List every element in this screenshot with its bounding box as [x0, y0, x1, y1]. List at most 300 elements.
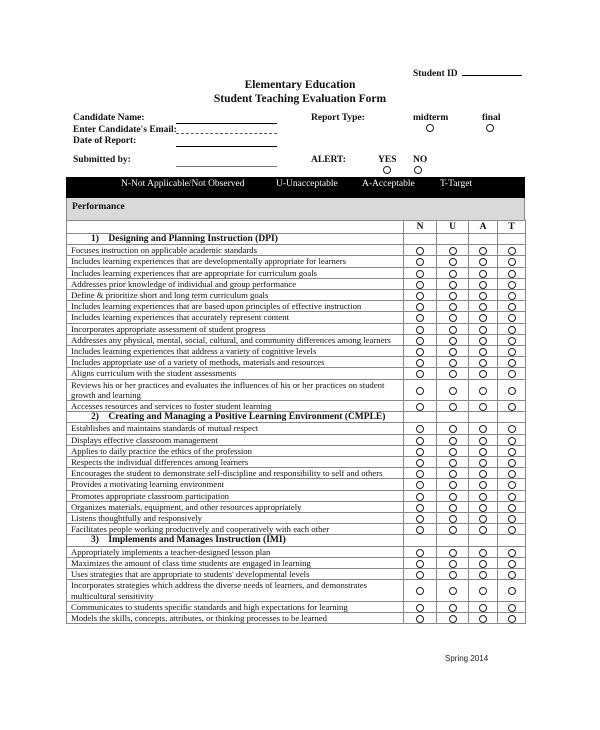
criterion-row [67, 278, 526, 289]
rating-radio-t[interactable] [508, 459, 516, 467]
rating-cell-a [469, 278, 498, 289]
criterion-label: Encourages the student to demonstrate self-discipline and responsibility to self and others [67, 468, 404, 479]
candidate-name-input[interactable] [176, 123, 277, 124]
rating-radio-u[interactable] [449, 493, 457, 501]
section-empty-cell [498, 535, 526, 546]
rating-cell-a [469, 490, 498, 501]
rating-radio-a[interactable] [479, 504, 487, 512]
rating-cell-u [437, 245, 469, 256]
rating-cell-u [437, 256, 469, 267]
section-empty-cell [404, 535, 437, 546]
rating-radio-u[interactable] [449, 571, 457, 579]
section-empty-cell [404, 412, 437, 423]
rating-cell-a [469, 401, 498, 412]
rating-radio-a[interactable] [479, 359, 487, 367]
rating-radio-t[interactable] [508, 526, 516, 534]
rating-radio-n[interactable] [416, 326, 424, 334]
rating-radio-a[interactable] [479, 348, 487, 356]
rating-radio-t[interactable] [508, 258, 516, 266]
rating-cell-n [404, 557, 437, 568]
rating-radio-n[interactable] [416, 549, 424, 557]
rating-radio-t[interactable] [508, 615, 516, 623]
rating-radio-a[interactable] [479, 270, 487, 278]
rating-radio-u[interactable] [449, 470, 457, 478]
rating-radio-a[interactable] [479, 604, 487, 612]
criterion-row [67, 457, 526, 468]
report-type-final-radio[interactable] [486, 124, 494, 132]
rating-radio-n[interactable] [416, 615, 424, 623]
rating-radio-a[interactable] [479, 292, 487, 300]
rating-cell-a [469, 612, 498, 623]
criterion-row [67, 513, 526, 524]
rating-radio-a[interactable] [479, 403, 487, 411]
criterion-row [67, 256, 526, 267]
rating-radio-u[interactable] [449, 604, 457, 612]
rating-cell-n [404, 546, 437, 557]
rating-radio-n[interactable] [416, 270, 424, 278]
report-type-midterm-radio[interactable] [426, 124, 434, 132]
rating-radio-n[interactable] [416, 448, 424, 456]
criterion-label: Includes learning experiences that address a variety of cognitive levels [67, 346, 404, 357]
rating-radio-u[interactable] [449, 247, 457, 255]
rating-radio-n[interactable] [416, 292, 424, 300]
rating-cell-u [437, 457, 469, 468]
column-header-n: N [404, 221, 437, 234]
rating-radio-n[interactable] [416, 504, 424, 512]
rating-cell-t [498, 346, 526, 357]
rating-cell-u [437, 379, 469, 400]
alert-yes-radio[interactable] [383, 166, 391, 174]
rating-cell-u [437, 501, 469, 512]
rating-radio-u[interactable] [449, 314, 457, 322]
rating-cell-a [469, 312, 498, 323]
rating-cell-t [498, 301, 526, 312]
rating-cell-t [498, 290, 526, 301]
section-empty-cell [469, 234, 498, 245]
rating-cell-u [437, 601, 469, 612]
rating-cell-t [498, 334, 526, 345]
rating-radio-u[interactable] [449, 526, 457, 534]
alert-label: ALERT: [311, 155, 346, 165]
rating-cell-n [404, 290, 437, 301]
rating-radio-t[interactable] [508, 337, 516, 345]
rating-cell-t [498, 323, 526, 334]
rating-cell-t [498, 401, 526, 412]
rating-cell-n [404, 501, 437, 512]
rating-radio-t[interactable] [508, 292, 516, 300]
rating-radio-a[interactable] [479, 459, 487, 467]
rating-cell-n [404, 368, 437, 379]
rating-cell-u [437, 468, 469, 479]
rating-cell-u [437, 334, 469, 345]
rating-radio-u[interactable] [449, 326, 457, 334]
rating-radio-u[interactable] [449, 587, 457, 595]
rating-radio-t[interactable] [508, 247, 516, 255]
rating-cell-n [404, 612, 437, 623]
rating-radio-n[interactable] [416, 481, 424, 489]
rating-radio-a[interactable] [479, 247, 487, 255]
rating-radio-a[interactable] [479, 303, 487, 311]
criterion-label: Includes appropriate use of a variety of methods, materials and resources [67, 357, 404, 368]
rating-cell-t [498, 245, 526, 256]
criterion-row [67, 357, 526, 368]
criterion-label: Incorporates appropriate assessment of student progress [67, 323, 404, 334]
criterion-label: Includes learning experiences that are appropriate for curriculum goals [67, 267, 404, 278]
rating-cell-u [437, 357, 469, 368]
rating-cell-u [437, 557, 469, 568]
section-empty-cell [437, 234, 469, 245]
section-empty-cell [498, 412, 526, 423]
legend-u: U-Unacceptable [276, 179, 338, 189]
rating-cell-t [498, 501, 526, 512]
rating-radio-a[interactable] [479, 326, 487, 334]
rating-radio-u[interactable] [449, 387, 457, 395]
rating-radio-n[interactable] [416, 437, 424, 445]
report-type-midterm-label: midterm [413, 113, 449, 123]
section-empty-cell [437, 535, 469, 546]
section-header-row [67, 535, 526, 546]
criterion-row [67, 368, 526, 379]
rating-radio-n[interactable] [416, 387, 424, 395]
rating-radio-u[interactable] [449, 448, 457, 456]
section-empty-cell [437, 412, 469, 423]
criterion-label: Provides a motivating learning environment [67, 479, 404, 490]
rating-radio-a[interactable] [479, 615, 487, 623]
student-id-field [413, 66, 522, 79]
rating-radio-t[interactable] [508, 281, 516, 289]
criterion-label: Includes learning experiences that are based upon principles of effective instruction [67, 301, 404, 312]
rating-cell-n [404, 524, 437, 535]
criterion-label: Aligns curriculum with the student assessments [67, 368, 404, 379]
candidate-name-label: Candidate Name: [73, 113, 145, 123]
rating-radio-u[interactable] [449, 437, 457, 445]
rating-cell-n [404, 601, 437, 612]
rating-radio-a[interactable] [479, 571, 487, 579]
rating-cell-u [437, 513, 469, 524]
rating-cell-n [404, 256, 437, 267]
section-title: 3) Implements and Manages Instruction (IMI) [67, 535, 404, 546]
rating-radio-t[interactable] [508, 314, 516, 322]
rating-cell-a [469, 434, 498, 445]
criterion-row [67, 580, 526, 601]
criteria-table [66, 220, 526, 624]
rating-cell-n [404, 513, 437, 524]
rating-cell-a [469, 445, 498, 456]
criterion-row [67, 312, 526, 323]
rating-cell-t [498, 490, 526, 501]
section-empty-cell [404, 234, 437, 245]
section-empty-cell [498, 234, 526, 245]
rating-cell-n [404, 490, 437, 501]
rating-radio-a[interactable] [479, 370, 487, 378]
rating-radio-n[interactable] [416, 604, 424, 612]
criterion-row [67, 501, 526, 512]
rating-radio-u[interactable] [449, 549, 457, 557]
rating-cell-u [437, 423, 469, 434]
student-id-label: Student ID [413, 69, 458, 79]
rating-radio-n[interactable] [416, 247, 424, 255]
rating-radio-u[interactable] [449, 560, 457, 568]
rating-radio-a[interactable] [479, 314, 487, 322]
rating-cell-t [498, 312, 526, 323]
criterion-label: Uses strategies that are appropriate to students' developmental levels [67, 569, 404, 580]
rating-radio-u[interactable] [449, 258, 457, 266]
rating-cell-n [404, 312, 437, 323]
alert-no-radio[interactable] [414, 166, 422, 174]
rating-radio-a[interactable] [479, 281, 487, 289]
criterion-row [67, 479, 526, 490]
section-header-row [67, 412, 526, 423]
criterion-label: Focuses instruction on applicable academic standards [67, 245, 404, 256]
rating-cell-a [469, 479, 498, 490]
criterion-row [67, 524, 526, 535]
rating-radio-t[interactable] [508, 348, 516, 356]
rating-cell-n [404, 479, 437, 490]
rating-cell-u [437, 278, 469, 289]
rating-cell-a [469, 346, 498, 357]
rating-radio-u[interactable] [449, 403, 457, 411]
rating-radio-n[interactable] [416, 370, 424, 378]
rating-radio-n[interactable] [416, 470, 424, 478]
rating-cell-t [498, 379, 526, 400]
rating-radio-u[interactable] [449, 270, 457, 278]
rating-cell-a [469, 524, 498, 535]
rating-radio-a[interactable] [479, 493, 487, 501]
rating-cell-t [498, 513, 526, 524]
column-header-a: A [469, 221, 498, 234]
rating-radio-n[interactable] [416, 493, 424, 501]
form-title-line2: Student Teaching Evaluation Form [213, 93, 387, 105]
rating-cell-u [437, 267, 469, 278]
section-header-row [67, 234, 526, 245]
rating-cell-n [404, 457, 437, 468]
rating-cell-u [437, 401, 469, 412]
rating-cell-u [437, 368, 469, 379]
rating-cell-n [404, 379, 437, 400]
form-title-line1: Elementary Education [244, 79, 356, 91]
alert-yes-label: YES [378, 155, 397, 165]
rating-cell-t [498, 546, 526, 557]
rating-radio-a[interactable] [479, 437, 487, 445]
rating-cell-a [469, 357, 498, 368]
rating-radio-u[interactable] [449, 281, 457, 289]
rating-radio-n[interactable] [416, 459, 424, 467]
criterion-row [67, 346, 526, 357]
report-type-final-label: final [482, 113, 501, 123]
footer-term: Spring 2014 [445, 654, 489, 663]
criterion-row [67, 601, 526, 612]
rating-cell-t [498, 434, 526, 445]
rating-radio-a[interactable] [479, 448, 487, 456]
rating-radio-a[interactable] [479, 526, 487, 534]
rating-cell-a [469, 423, 498, 434]
rating-radio-t[interactable] [508, 303, 516, 311]
rating-cell-t [498, 569, 526, 580]
criterion-row [67, 468, 526, 479]
legend-a: A-Acceptable [362, 179, 415, 189]
rating-cell-t [498, 445, 526, 456]
rating-radio-t[interactable] [508, 587, 516, 595]
rating-radio-t[interactable] [508, 481, 516, 489]
rating-cell-n [404, 357, 437, 368]
rating-cell-n [404, 445, 437, 456]
rating-radio-a[interactable] [479, 587, 487, 595]
rating-radio-u[interactable] [449, 348, 457, 356]
section-title: 2) Creating and Managing a Positive Learning Environment (CMPLE) [67, 412, 404, 423]
rating-radio-t[interactable] [508, 387, 516, 395]
rating-cell-a [469, 457, 498, 468]
rating-radio-t[interactable] [508, 326, 516, 334]
criterion-label: Displays effective classroom management [67, 434, 404, 445]
criterion-label: Respects the individual differences among learners [67, 457, 404, 468]
rating-cell-a [469, 290, 498, 301]
criterion-label: Includes learning experiences that accurately represent content [67, 312, 404, 323]
rating-radio-n[interactable] [416, 337, 424, 345]
rating-radio-u[interactable] [449, 425, 457, 433]
rating-radio-a[interactable] [479, 470, 487, 478]
rating-cell-t [498, 267, 526, 278]
rating-radio-n[interactable] [416, 314, 424, 322]
rating-radio-u[interactable] [449, 515, 457, 523]
rating-cell-a [469, 601, 498, 612]
evaluation-table [66, 177, 525, 624]
rating-cell-a [469, 468, 498, 479]
rating-radio-u[interactable] [449, 292, 457, 300]
rating-cell-t [498, 357, 526, 368]
section-empty-cell [469, 412, 498, 423]
candidate-email-input[interactable] [176, 133, 277, 134]
rating-radio-u[interactable] [449, 370, 457, 378]
rating-radio-u[interactable] [449, 459, 457, 467]
criterion-label: Maximizes the amount of class time students are engaged in learning [67, 557, 404, 568]
rating-radio-t[interactable] [508, 425, 516, 433]
rating-cell-t [498, 580, 526, 601]
rating-radio-n[interactable] [416, 403, 424, 411]
rating-radio-t[interactable] [508, 493, 516, 501]
rating-cell-n [404, 267, 437, 278]
rating-radio-u[interactable] [449, 615, 457, 623]
rating-cell-a [469, 513, 498, 524]
rating-radio-a[interactable] [479, 337, 487, 345]
rating-radio-t[interactable] [508, 270, 516, 278]
rating-radio-u[interactable] [449, 359, 457, 367]
criterion-row [67, 490, 526, 501]
criterion-row [67, 434, 526, 445]
rating-radio-a[interactable] [479, 560, 487, 568]
rating-radio-n[interactable] [416, 515, 424, 523]
rating-radio-n[interactable] [416, 359, 424, 367]
rating-radio-a[interactable] [479, 258, 487, 266]
rating-cell-t [498, 601, 526, 612]
criterion-label: Establishes and maintains standards of mutual respect [67, 423, 404, 434]
criterion-row [67, 301, 526, 312]
criterion-label: Organizes materials, equipment, and other resources appropriately [67, 501, 404, 512]
submitted-by-label: Submitted by: [73, 155, 131, 165]
section-title: 1) Designing and Planning Instruction (DPI) [67, 234, 404, 245]
criterion-row [67, 612, 526, 623]
column-header-t: T [498, 221, 526, 234]
rating-radio-t[interactable] [508, 370, 516, 378]
rating-cell-n [404, 434, 437, 445]
criterion-row [67, 557, 526, 568]
rating-radio-n[interactable] [416, 560, 424, 568]
rating-cell-n [404, 301, 437, 312]
rating-cell-a [469, 546, 498, 557]
rating-radio-n[interactable] [416, 425, 424, 433]
rating-cell-t [498, 368, 526, 379]
rating-radio-a[interactable] [479, 425, 487, 433]
date-of-report-input[interactable] [176, 146, 277, 147]
rating-radio-t[interactable] [508, 549, 516, 557]
rating-cell-u [437, 479, 469, 490]
rating-radio-u[interactable] [449, 337, 457, 345]
rating-radio-t[interactable] [508, 560, 516, 568]
date-of-report-label: Date of Report: [73, 136, 137, 146]
criterion-label: Addresses prior knowledge of individual and group performance [67, 278, 404, 289]
rating-radio-n[interactable] [416, 526, 424, 534]
submitted-by-input[interactable] [176, 166, 277, 167]
rating-radio-t[interactable] [508, 470, 516, 478]
criterion-label: Define & prioritize short and long term curriculum goals [67, 290, 404, 301]
rating-radio-n[interactable] [416, 587, 424, 595]
rating-radio-u[interactable] [449, 303, 457, 311]
section-empty-cell [469, 535, 498, 546]
rating-radio-t[interactable] [508, 571, 516, 579]
criterion-row [67, 245, 526, 256]
rating-cell-a [469, 569, 498, 580]
rating-radio-t[interactable] [508, 504, 516, 512]
rating-cell-a [469, 368, 498, 379]
rating-radio-t[interactable] [508, 515, 516, 523]
rating-radio-t[interactable] [508, 448, 516, 456]
rating-cell-n [404, 569, 437, 580]
rating-radio-a[interactable] [479, 549, 487, 557]
rating-cell-t [498, 278, 526, 289]
rating-cell-u [437, 445, 469, 456]
rating-radio-n[interactable] [416, 303, 424, 311]
rating-radio-n[interactable] [416, 258, 424, 266]
rating-cell-n [404, 278, 437, 289]
criterion-label: Models the skills, concepts, attributes, or thinking processes to be learned [67, 612, 404, 623]
rating-radio-t[interactable] [508, 437, 516, 445]
rating-cell-n [404, 346, 437, 357]
rating-cell-u [437, 546, 469, 557]
criterion-row [67, 379, 526, 400]
rating-cell-u [437, 312, 469, 323]
rating-radio-a[interactable] [479, 515, 487, 523]
rating-radio-t[interactable] [508, 359, 516, 367]
rating-radio-t[interactable] [508, 604, 516, 612]
rating-radio-a[interactable] [479, 387, 487, 395]
performance-header: Performance [66, 198, 525, 220]
student-id-input[interactable] [462, 66, 522, 76]
rating-radio-a[interactable] [479, 481, 487, 489]
rating-radio-n[interactable] [416, 571, 424, 579]
rating-radio-n[interactable] [416, 281, 424, 289]
rating-radio-u[interactable] [449, 504, 457, 512]
rating-radio-u[interactable] [449, 481, 457, 489]
rating-legend [66, 177, 525, 198]
rating-cell-t [498, 468, 526, 479]
rating-radio-n[interactable] [416, 348, 424, 356]
criterion-label: Reviews his or her practices and evaluates the influences of his or her practices on student growth and learning [67, 379, 404, 400]
rating-cell-a [469, 580, 498, 601]
criterion-label: Promotes appropriate classroom participation [67, 490, 404, 501]
alert-no-label: NO [413, 155, 428, 165]
criterion-row [67, 445, 526, 456]
rating-radio-t[interactable] [508, 403, 516, 411]
criterion-row [67, 401, 526, 412]
